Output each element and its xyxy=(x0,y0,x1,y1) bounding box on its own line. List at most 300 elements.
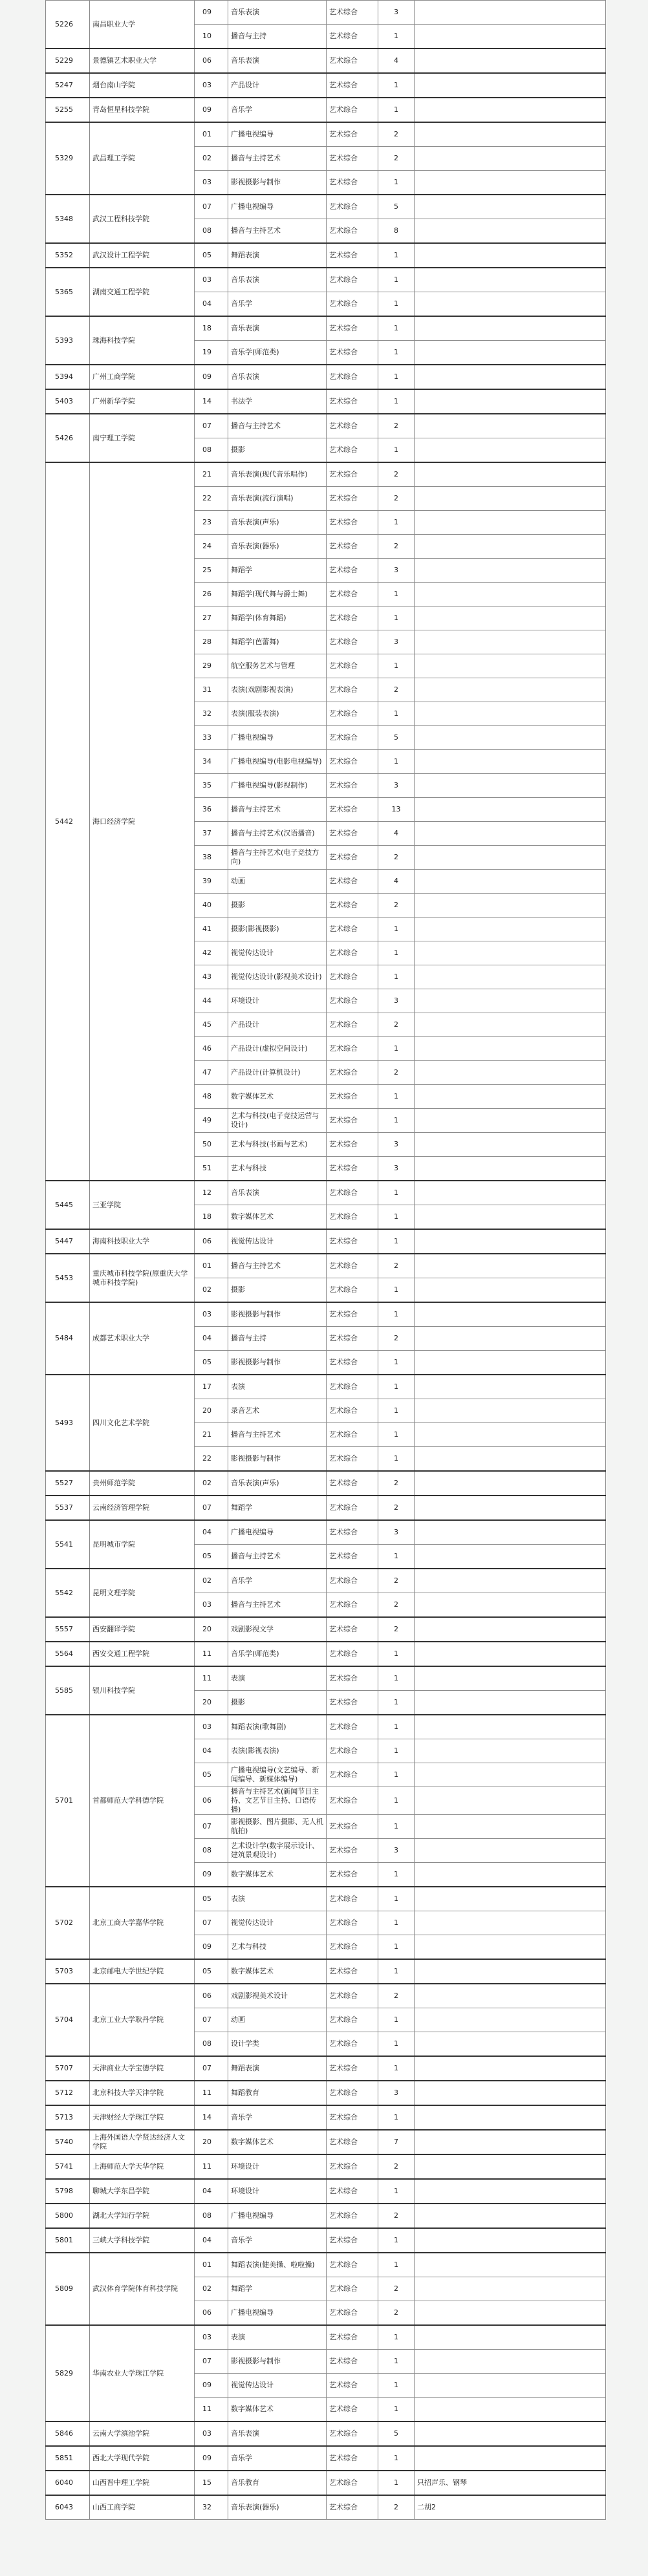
note-cell xyxy=(415,1,606,25)
major-name-cell: 环境设计 xyxy=(228,2179,327,2204)
table-row xyxy=(46,1887,606,1911)
school-name-cell: 华南农业大学珠江学院 xyxy=(90,2325,195,2421)
note-cell xyxy=(415,316,606,341)
category-cell: 艺术综合 xyxy=(327,2374,378,2398)
plan-count-cell: 2 xyxy=(378,1984,415,2008)
note-cell xyxy=(415,2253,606,2277)
school-name-cell: 景德镇艺术职业大学 xyxy=(90,48,195,73)
table-row xyxy=(46,2325,606,2350)
major-code-cell: 41 xyxy=(195,918,228,941)
school-name-cell: 三峡大学科技学院 xyxy=(90,2228,195,2253)
major-code-cell: 22 xyxy=(195,1447,228,1472)
school-name-cell: 南昌职业大学 xyxy=(90,1,195,49)
table-row xyxy=(46,316,606,341)
plan-count-cell: 5 xyxy=(378,2421,415,2446)
note-cell xyxy=(415,1815,606,1839)
plan-count-cell: 2 xyxy=(378,846,415,870)
note-cell xyxy=(415,726,606,750)
school-code-cell: 5453 xyxy=(46,1254,90,1302)
major-code-cell: 06 xyxy=(195,48,228,73)
school-code-cell: 5426 xyxy=(46,414,90,462)
plan-count-cell: 1 xyxy=(378,918,415,941)
category-cell: 艺术综合 xyxy=(327,1642,378,1666)
category-cell: 艺术综合 xyxy=(327,389,378,414)
note-cell xyxy=(415,2154,606,2179)
school-name-cell: 北京工商大学嘉华学院 xyxy=(90,1887,195,1959)
category-cell: 艺术综合 xyxy=(327,798,378,822)
category-cell: 艺术综合 xyxy=(327,341,378,365)
major-name-cell: 表演 xyxy=(228,1887,327,1911)
note-cell xyxy=(415,894,606,918)
major-name-cell: 广播电视编导 xyxy=(228,726,327,750)
table-row xyxy=(46,2471,606,2495)
note-cell xyxy=(415,1642,606,1666)
category-cell: 艺术综合 xyxy=(327,1157,378,1181)
school-name-cell: 天津商业大学宝德学院 xyxy=(90,2056,195,2081)
school-name-cell: 三亚学院 xyxy=(90,1181,195,1229)
category-cell: 艺术综合 xyxy=(327,1109,378,1133)
major-name-cell: 表演 xyxy=(228,2325,327,2350)
note-cell xyxy=(415,73,606,98)
category-cell: 艺术综合 xyxy=(327,989,378,1013)
school-code-cell: 5403 xyxy=(46,389,90,414)
category-cell: 艺术综合 xyxy=(327,1863,378,1887)
category-cell: 艺术综合 xyxy=(327,25,378,49)
major-name-cell: 艺术与科技 xyxy=(228,1935,327,1960)
note-cell xyxy=(415,2204,606,2228)
school-name-cell: 海南科技职业大学 xyxy=(90,1229,195,1254)
major-code-cell: 04 xyxy=(195,2179,228,2204)
category-cell: 艺术综合 xyxy=(327,702,378,726)
category-cell: 艺术综合 xyxy=(327,2081,378,2105)
note-cell xyxy=(415,1085,606,1109)
school-name-cell: 湖北大学知行学院 xyxy=(90,2204,195,2228)
plan-count-cell: 1 xyxy=(378,2471,415,2495)
category-cell: 艺术综合 xyxy=(327,2105,378,2130)
note-cell xyxy=(415,1447,606,1472)
major-name-cell: 视觉传达设计 xyxy=(228,1911,327,1935)
school-code-cell: 5557 xyxy=(46,1617,90,1642)
major-code-cell: 17 xyxy=(195,1375,228,1399)
major-code-cell: 23 xyxy=(195,511,228,535)
category-cell: 艺术综合 xyxy=(327,1013,378,1037)
category-cell: 艺术综合 xyxy=(327,2446,378,2471)
school-code-cell: 5348 xyxy=(46,195,90,243)
major-code-cell: 21 xyxy=(195,1423,228,1447)
major-code-cell: 07 xyxy=(195,2350,228,2374)
major-name-cell: 广播电视编导 xyxy=(228,2204,327,2228)
plan-count-cell: 1 xyxy=(378,750,415,774)
major-code-cell: 14 xyxy=(195,389,228,414)
major-name-cell: 播音与主持艺术(新闻节目主持、文艺节目主持、口语传播) xyxy=(228,1787,327,1815)
major-name-cell: 播音与主持艺术 xyxy=(228,414,327,438)
plan-count-cell: 2 xyxy=(378,1061,415,1085)
category-cell: 艺术综合 xyxy=(327,2253,378,2277)
note-cell xyxy=(415,292,606,317)
major-name-cell: 音乐表演(流行演唱) xyxy=(228,487,327,511)
category-cell: 艺术综合 xyxy=(327,1471,378,1496)
major-code-cell: 09 xyxy=(195,1935,228,1960)
major-code-cell: 11 xyxy=(195,2154,228,2179)
plan-count-cell: 2 xyxy=(378,2204,415,2228)
table-row xyxy=(46,2154,606,2179)
major-code-cell: 43 xyxy=(195,965,228,989)
plan-count-cell: 2 xyxy=(378,122,415,147)
category-cell: 艺术综合 xyxy=(327,870,378,894)
plan-count-cell: 1 xyxy=(378,1887,415,1911)
school-name-cell: 四川文化艺术学院 xyxy=(90,1375,195,1471)
major-name-cell: 产品设计(计算机设计) xyxy=(228,1061,327,1085)
major-name-cell: 音乐表演(器乐) xyxy=(228,2495,327,2520)
school-name-cell: 昆明城市学院 xyxy=(90,1520,195,1569)
major-name-cell: 广播电视编导 xyxy=(228,195,327,219)
school-code-cell: 5537 xyxy=(46,1496,90,1520)
school-name-cell: 武汉设计工程学院 xyxy=(90,243,195,268)
table-row xyxy=(46,1642,606,1666)
school-code-cell: 5229 xyxy=(46,48,90,73)
major-name-cell: 视觉传达设计 xyxy=(228,2374,327,2398)
major-code-cell: 05 xyxy=(195,1545,228,1569)
major-code-cell: 50 xyxy=(195,1133,228,1157)
major-name-cell: 舞蹈表演 xyxy=(228,2056,327,2081)
note-cell xyxy=(415,654,606,678)
major-code-cell: 36 xyxy=(195,798,228,822)
major-name-cell: 数字媒体艺术 xyxy=(228,2130,327,2154)
note-cell xyxy=(415,2301,606,2326)
plan-count-cell: 1 xyxy=(378,2032,415,2057)
school-name-cell: 武昌理工学院 xyxy=(90,122,195,195)
school-name-cell: 南宁理工学院 xyxy=(90,414,195,462)
plan-count-cell: 1 xyxy=(378,606,415,630)
category-cell: 艺术综合 xyxy=(327,1399,378,1423)
major-name-cell: 播音与主持艺术 xyxy=(228,1423,327,1447)
major-code-cell: 11 xyxy=(195,2398,228,2422)
major-code-cell: 31 xyxy=(195,678,228,702)
school-code-cell: 5493 xyxy=(46,1375,90,1471)
major-name-cell: 艺术与科技 xyxy=(228,1157,327,1181)
note-cell xyxy=(415,965,606,989)
major-code-cell: 02 xyxy=(195,147,228,171)
major-code-cell: 10 xyxy=(195,25,228,49)
school-code-cell: 5712 xyxy=(46,2081,90,2105)
major-code-cell: 08 xyxy=(195,2204,228,2228)
table-row xyxy=(46,1229,606,1254)
plan-count-cell: 2 xyxy=(378,1471,415,1496)
major-name-cell: 广播电视编导 xyxy=(228,2301,327,2326)
category-cell: 艺术综合 xyxy=(327,1911,378,1935)
plan-count-cell: 1 xyxy=(378,511,415,535)
major-code-cell: 38 xyxy=(195,846,228,870)
note-cell xyxy=(415,1109,606,1133)
major-code-cell: 22 xyxy=(195,487,228,511)
school-name-cell: 青岛恒星科技学院 xyxy=(90,98,195,122)
major-name-cell: 表演 xyxy=(228,1375,327,1399)
school-name-cell: 北京邮电大学世纪学院 xyxy=(90,1959,195,1984)
plan-count-cell: 1 xyxy=(378,2446,415,2471)
school-name-cell: 成都艺术职业大学 xyxy=(90,1302,195,1375)
category-cell: 艺术综合 xyxy=(327,147,378,171)
school-code-cell: 5247 xyxy=(46,73,90,98)
school-code-cell: 5798 xyxy=(46,2179,90,2204)
major-code-cell: 02 xyxy=(195,1471,228,1496)
plan-count-cell: 1 xyxy=(378,389,415,414)
major-code-cell: 35 xyxy=(195,774,228,798)
category-cell: 艺术综合 xyxy=(327,2421,378,2446)
major-name-cell: 广播电视编导(文艺编导、新闻编导、新媒体编导) xyxy=(228,1763,327,1787)
note-cell xyxy=(415,1423,606,1447)
major-name-cell: 产品设计 xyxy=(228,73,327,98)
plan-count-cell: 3 xyxy=(378,1157,415,1181)
note-cell xyxy=(415,822,606,846)
note-cell xyxy=(415,365,606,389)
major-name-cell: 艺术与科技(书画与艺术) xyxy=(228,1133,327,1157)
category-cell: 艺术综合 xyxy=(327,1545,378,1569)
major-name-cell: 戏剧影视美术设计 xyxy=(228,1984,327,2008)
major-name-cell: 音乐学 xyxy=(228,2105,327,2130)
plan-count-cell: 2 xyxy=(378,147,415,171)
table-row xyxy=(46,98,606,122)
major-code-cell: 20 xyxy=(195,1399,228,1423)
school-name-cell: 西安交通工程学院 xyxy=(90,1642,195,1666)
school-code-cell: 5255 xyxy=(46,98,90,122)
major-code-cell: 20 xyxy=(195,2130,228,2154)
major-name-cell: 舞蹈表演(歌舞剧) xyxy=(228,1715,327,1739)
major-name-cell: 影视摄影与制作 xyxy=(228,171,327,195)
major-name-cell: 音乐学 xyxy=(228,2228,327,2253)
major-code-cell: 32 xyxy=(195,2495,228,2520)
plan-count-cell: 8 xyxy=(378,219,415,244)
major-code-cell: 20 xyxy=(195,1691,228,1715)
school-name-cell: 云南经济管理学院 xyxy=(90,1496,195,1520)
category-cell: 艺术综合 xyxy=(327,2325,378,2350)
plan-count-cell: 1 xyxy=(378,438,415,463)
table-row xyxy=(46,1181,606,1205)
plan-count-cell: 2 xyxy=(378,2277,415,2301)
plan-count-cell: 2 xyxy=(378,2154,415,2179)
table-row xyxy=(46,2228,606,2253)
plan-count-cell: 1 xyxy=(378,1399,415,1423)
major-name-cell: 航空服务艺术与管理 xyxy=(228,654,327,678)
category-cell: 艺术综合 xyxy=(327,630,378,654)
major-name-cell: 录音艺术 xyxy=(228,1399,327,1423)
category-cell: 艺术综合 xyxy=(327,2008,378,2032)
note-cell xyxy=(415,1593,606,1618)
category-cell: 艺术综合 xyxy=(327,1935,378,1960)
major-name-cell: 动画 xyxy=(228,2008,327,2032)
plan-count-cell: 4 xyxy=(378,48,415,73)
note-cell xyxy=(415,2446,606,2471)
major-code-cell: 11 xyxy=(195,2081,228,2105)
major-code-cell: 15 xyxy=(195,2471,228,2495)
major-name-cell: 播音与主持艺术 xyxy=(228,219,327,244)
major-code-cell: 04 xyxy=(195,292,228,317)
major-code-cell: 12 xyxy=(195,1181,228,1205)
plan-count-cell: 1 xyxy=(378,965,415,989)
school-name-cell: 湖南交通工程学院 xyxy=(90,268,195,316)
major-name-cell: 戏剧影视文学 xyxy=(228,1617,327,1642)
major-code-cell: 46 xyxy=(195,1037,228,1061)
plan-count-cell: 1 xyxy=(378,1205,415,1230)
category-cell: 艺术综合 xyxy=(327,1085,378,1109)
major-code-cell: 03 xyxy=(195,1302,228,1327)
school-name-cell: 山西工商学院 xyxy=(90,2495,195,2520)
table-row xyxy=(46,268,606,292)
school-code-cell: 5851 xyxy=(46,2446,90,2471)
category-cell: 艺术综合 xyxy=(327,2130,378,2154)
major-code-cell: 04 xyxy=(195,1520,228,1545)
note-cell xyxy=(415,1959,606,1984)
major-name-cell: 广播电视编导 xyxy=(228,122,327,147)
major-name-cell: 音乐学 xyxy=(228,2446,327,2471)
major-name-cell: 艺术与科技(电子竞技运营与设计) xyxy=(228,1109,327,1133)
major-code-cell: 21 xyxy=(195,462,228,487)
plan-count-cell: 1 xyxy=(378,25,415,49)
note-cell xyxy=(415,1545,606,1569)
table-row xyxy=(46,2105,606,2130)
category-cell: 艺术综合 xyxy=(327,822,378,846)
school-code-cell: 5585 xyxy=(46,1666,90,1715)
table-row xyxy=(46,2253,606,2277)
note-cell xyxy=(415,774,606,798)
category-cell: 艺术综合 xyxy=(327,1181,378,1205)
note-cell xyxy=(415,2056,606,2081)
category-cell: 艺术综合 xyxy=(327,487,378,511)
plan-count-cell: 3 xyxy=(378,989,415,1013)
note-cell xyxy=(415,414,606,438)
major-code-cell: 32 xyxy=(195,702,228,726)
school-code-cell: 5741 xyxy=(46,2154,90,2179)
plan-count-cell: 1 xyxy=(378,1935,415,1960)
major-code-cell: 27 xyxy=(195,606,228,630)
note-cell xyxy=(415,1061,606,1085)
school-code-cell: 5564 xyxy=(46,1642,90,1666)
plan-count-cell: 2 xyxy=(378,678,415,702)
category-cell: 艺术综合 xyxy=(327,2301,378,2326)
major-code-cell: 01 xyxy=(195,122,228,147)
major-name-cell: 数字媒体艺术 xyxy=(228,2398,327,2422)
school-name-cell: 武汉体育学院体育科技学院 xyxy=(90,2253,195,2325)
major-name-cell: 播音与主持 xyxy=(228,1327,327,1351)
major-name-cell: 音乐表演 xyxy=(228,1,327,25)
plan-count-cell: 7 xyxy=(378,2130,415,2154)
major-code-cell: 18 xyxy=(195,1205,228,1230)
note-cell xyxy=(415,750,606,774)
major-code-cell: 33 xyxy=(195,726,228,750)
major-code-cell: 09 xyxy=(195,1,228,25)
plan-count-cell: 1 xyxy=(378,1959,415,1984)
school-code-cell: 5829 xyxy=(46,2325,90,2421)
category-cell: 艺术综合 xyxy=(327,2471,378,2495)
major-name-cell: 播音与主持艺术 xyxy=(228,1593,327,1618)
school-code-cell: 5394 xyxy=(46,365,90,389)
plan-count-cell: 1 xyxy=(378,583,415,606)
category-cell: 艺术综合 xyxy=(327,316,378,341)
major-name-cell: 播音与主持艺术(电子竞技方向) xyxy=(228,846,327,870)
note-cell xyxy=(415,1181,606,1205)
major-name-cell: 舞蹈学(现代舞与爵士舞) xyxy=(228,583,327,606)
plan-count-cell: 2 xyxy=(378,1617,415,1642)
note-cell xyxy=(415,2325,606,2350)
category-cell: 艺术综合 xyxy=(327,750,378,774)
major-code-cell: 03 xyxy=(195,171,228,195)
note-cell xyxy=(415,2374,606,2398)
major-code-cell: 07 xyxy=(195,2008,228,2032)
major-code-cell: 14 xyxy=(195,2105,228,2130)
major-code-cell: 03 xyxy=(195,268,228,292)
major-name-cell: 产品设计 xyxy=(228,1013,327,1037)
note-cell xyxy=(415,1666,606,1691)
table-row xyxy=(46,1959,606,1984)
table-row xyxy=(46,365,606,389)
note-cell xyxy=(415,1887,606,1911)
major-code-cell: 05 xyxy=(195,243,228,268)
plan-count-cell: 1 xyxy=(378,1739,415,1763)
plan-count-cell: 1 xyxy=(378,1911,415,1935)
plan-count-cell: 1 xyxy=(378,2350,415,2374)
note-cell xyxy=(415,583,606,606)
major-name-cell: 音乐表演(声乐) xyxy=(228,1471,327,1496)
plan-count-cell: 1 xyxy=(378,268,415,292)
school-code-cell: 6040 xyxy=(46,2471,90,2495)
note-cell xyxy=(415,918,606,941)
category-cell: 艺术综合 xyxy=(327,1351,378,1375)
major-name-cell: 舞蹈学 xyxy=(228,1496,327,1520)
major-name-cell: 表演 xyxy=(228,1666,327,1691)
note-cell xyxy=(415,870,606,894)
major-name-cell: 影视摄影与制作 xyxy=(228,1351,327,1375)
category-cell: 艺术综合 xyxy=(327,1,378,25)
category-cell: 艺术综合 xyxy=(327,1715,378,1739)
major-code-cell: 03 xyxy=(195,2325,228,2350)
note-cell xyxy=(415,1229,606,1254)
category-cell: 艺术综合 xyxy=(327,48,378,73)
major-code-cell: 18 xyxy=(195,316,228,341)
major-code-cell: 07 xyxy=(195,195,228,219)
major-code-cell: 05 xyxy=(195,1763,228,1787)
category-cell: 艺术综合 xyxy=(327,1278,378,1303)
table-row xyxy=(46,2081,606,2105)
major-code-cell: 19 xyxy=(195,341,228,365)
table-row xyxy=(46,1666,606,1691)
plan-count-cell: 1 xyxy=(378,292,415,317)
major-code-cell: 07 xyxy=(195,414,228,438)
note-cell xyxy=(415,1984,606,2008)
major-name-cell: 环境设计 xyxy=(228,989,327,1013)
category-cell: 艺术综合 xyxy=(327,1254,378,1278)
major-name-cell: 数字媒体艺术 xyxy=(228,1863,327,1887)
major-code-cell: 24 xyxy=(195,535,228,559)
plan-count-cell: 2 xyxy=(378,1593,415,1618)
major-code-cell: 39 xyxy=(195,870,228,894)
plan-count-cell: 3 xyxy=(378,2081,415,2105)
plan-count-cell: 3 xyxy=(378,559,415,583)
table-row xyxy=(46,48,606,73)
category-cell: 艺术综合 xyxy=(327,1423,378,1447)
plan-count-cell: 1 xyxy=(378,1642,415,1666)
major-code-cell: 49 xyxy=(195,1109,228,1133)
note-cell xyxy=(415,989,606,1013)
major-code-cell: 02 xyxy=(195,1278,228,1303)
plan-count-cell: 2 xyxy=(378,1254,415,1278)
major-code-cell: 07 xyxy=(195,1815,228,1839)
category-cell: 艺术综合 xyxy=(327,654,378,678)
school-name-cell: 云南大学滇池学院 xyxy=(90,2421,195,2446)
major-code-cell: 08 xyxy=(195,438,228,463)
note-cell xyxy=(415,846,606,870)
major-name-cell: 播音与主持艺术 xyxy=(228,147,327,171)
category-cell: 艺术综合 xyxy=(327,894,378,918)
school-name-cell: 上海外国语大学贤达经济人文学院 xyxy=(90,2130,195,2154)
